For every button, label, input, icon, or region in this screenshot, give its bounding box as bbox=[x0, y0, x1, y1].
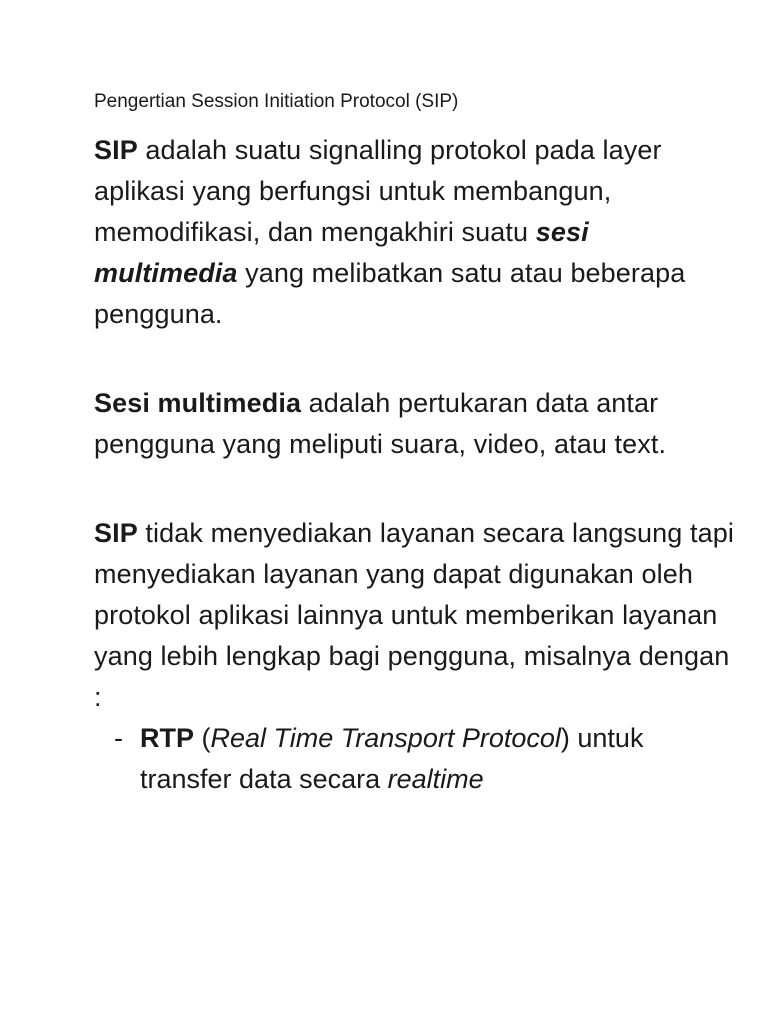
paragraph-text: adalah pertukaran data antar pengguna yang meliputi suara, video, atau text. bbox=[94, 388, 667, 459]
list-dash: - bbox=[114, 723, 123, 753]
term-rtp: RTP bbox=[140, 723, 194, 753]
term-sip: SIP bbox=[94, 135, 138, 165]
term-sesi-multimedia: Sesi multimedia bbox=[94, 388, 302, 418]
open-paren: ( bbox=[194, 723, 211, 753]
protocol-list bbox=[94, 718, 734, 800]
paragraph-sesi-multimedia bbox=[94, 383, 734, 465]
paragraph-sip-definition bbox=[94, 130, 734, 335]
list-item bbox=[94, 718, 734, 800]
paragraph-sip-services bbox=[94, 513, 734, 718]
list-item-text: untuk transfer data secara bbox=[140, 723, 644, 794]
paragraph-text: tidak menyediakan layanan secara langsung tapi menyediakan layanan yang dapat digunakan oleh protokol aplikasi lainnya untuk memberikan layanan yang lebih lengkap bagi pengguna, misalnya dengan : bbox=[94, 518, 734, 712]
rtp-expansion: Real Time Transport Protocol bbox=[210, 723, 561, 753]
paragraph-text: yang melibatkan satu atau beberapa pengguna. bbox=[94, 258, 686, 329]
term-sip: SIP bbox=[94, 518, 138, 548]
emphasis-sesi-multimedia: sesi multimedia bbox=[94, 217, 589, 288]
emphasis-realtime: realtime bbox=[387, 764, 484, 794]
document-title: Pengertian Session Initiation Protocol (SIP) bbox=[94, 91, 459, 112]
paragraph-text: adalah suatu signalling protokol pada layer aplikasi yang berfungsi untuk membangun, memodifikasi, dan mengakhiri suatu bbox=[94, 135, 662, 247]
document-body bbox=[94, 88, 734, 800]
close-paren: ) bbox=[560, 723, 570, 753]
